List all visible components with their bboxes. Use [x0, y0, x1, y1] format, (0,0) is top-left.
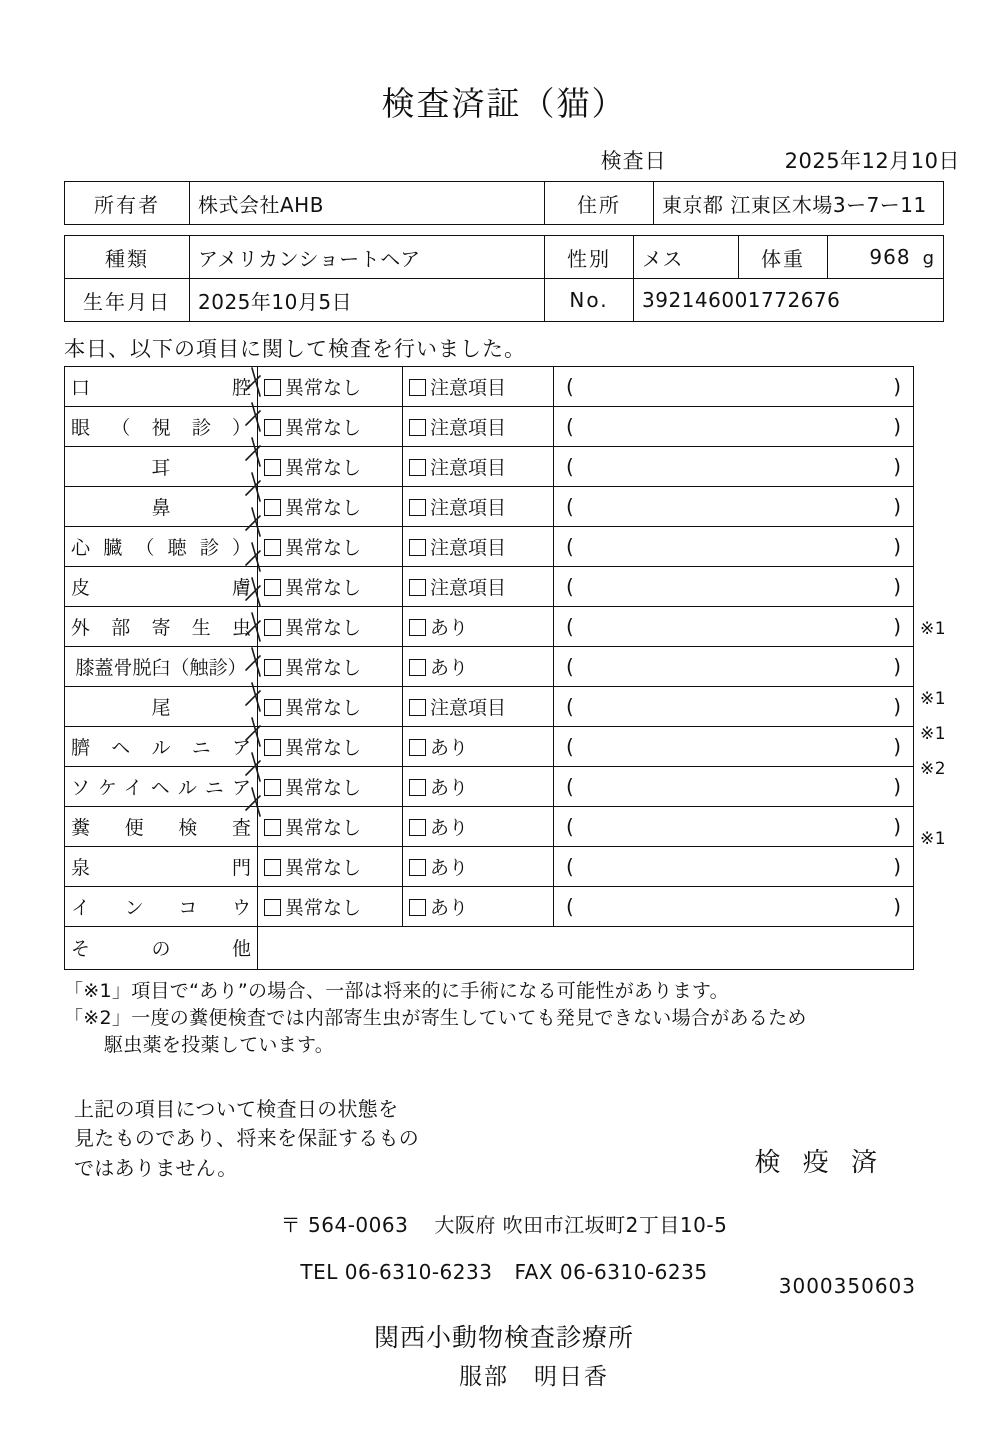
checklist-item-label: 糞便検査: [65, 807, 258, 847]
address-value: 東京都 江東区木場3ー7ー11: [654, 182, 944, 225]
owner-table: [64, 181, 944, 225]
animal-info-table: [64, 235, 944, 322]
checklist-item-label: ソケイヘルニア: [65, 767, 258, 807]
checkbox-normal-label: 異常なし: [285, 697, 362, 719]
checklist-note-field[interactable]: [554, 807, 914, 847]
footnote-marker: ※2: [920, 759, 947, 779]
checkbox-normal-label: 異常なし: [285, 457, 362, 479]
paren-right: ): [893, 734, 901, 759]
checkbox-alternate[interactable]: [403, 367, 554, 407]
sex-value: メス: [634, 236, 739, 279]
checklist-table: [64, 366, 914, 927]
checklist-item-label: 眼（視診）: [65, 407, 258, 447]
footnotes: [64, 978, 944, 1059]
checklist-section: [64, 366, 947, 970]
checklist-item-label: 耳: [65, 447, 258, 487]
checkbox-normal-label: 異常なし: [285, 817, 362, 839]
checkbox-icon[interactable]: [264, 579, 281, 596]
clinic-tel: TEL 06-6310-6233: [300, 1260, 493, 1285]
checkbox-icon[interactable]: [409, 779, 426, 796]
paren-right: ): [893, 854, 901, 879]
clinic-address: 大阪府 吹田市江坂町2丁目10-5: [434, 1213, 728, 1238]
footnote-2: 「※2」一度の糞便検査では内部寄生虫が寄生していても発見できない場合があるため: [64, 1006, 807, 1029]
checklist-note-field[interactable]: [554, 727, 914, 767]
checklist-row: [65, 407, 914, 447]
other-label: その他: [65, 926, 258, 969]
checkbox-alternate-label: 注意項目: [430, 537, 507, 559]
clinic-fax: FAX 06-6310-6235: [514, 1260, 708, 1285]
table-row: [65, 236, 944, 279]
clinic-name: 関西小動物検査診療所: [373, 1323, 634, 1353]
table-row: [65, 182, 944, 225]
checkbox-alternate-label: 注意項目: [430, 577, 507, 599]
checklist-note-field[interactable]: [554, 687, 914, 727]
checkbox-icon[interactable]: [409, 379, 426, 396]
checklist-row: [65, 527, 914, 567]
checkbox-normal[interactable]: [258, 647, 403, 687]
checklist-note-field[interactable]: [554, 887, 914, 927]
checkbox-icon[interactable]: [409, 459, 426, 476]
intro-text: 本日、以下の項目に関して検査を行いました。: [64, 337, 526, 361]
checklist-row: [65, 807, 914, 847]
checkbox-normal-label: 異常なし: [285, 497, 362, 519]
checklist-row: [65, 567, 914, 607]
checkbox-icon[interactable]: [409, 619, 426, 636]
checklist-row: [65, 607, 914, 647]
paren-right: ): [893, 494, 901, 519]
checkbox-icon[interactable]: [264, 379, 281, 396]
weight-label: 体重: [739, 236, 828, 279]
checkbox-normal-label: 異常なし: [285, 897, 362, 919]
checkbox-icon[interactable]: [409, 659, 426, 676]
paren-left: (: [566, 374, 574, 399]
footnote-marker: ※1: [920, 724, 947, 744]
checkbox-alternate[interactable]: [403, 887, 554, 927]
checkbox-icon[interactable]: [264, 539, 281, 556]
checklist-row: [65, 687, 914, 727]
checkbox-normal-label: 異常なし: [285, 657, 362, 679]
checkbox-normal[interactable]: [258, 527, 403, 567]
clinic-address-line: [64, 1209, 944, 1238]
birthdate-label: 生年月日: [65, 279, 190, 322]
paren-left: (: [566, 494, 574, 519]
checkbox-alternate-label: 注意項目: [430, 457, 507, 479]
checkbox-normal[interactable]: [258, 727, 403, 767]
checkbox-alternate-label: あり: [430, 817, 469, 839]
disclaimer-line-2: 見たものであり、将来を保証するもの: [74, 1126, 420, 1151]
breed-value: アメリカンショートヘア: [190, 236, 545, 279]
checkbox-normal[interactable]: [258, 607, 403, 647]
microchip-no-label: No.: [545, 279, 634, 322]
footnote-marker: ※1: [920, 829, 947, 849]
checkbox-icon[interactable]: [264, 779, 281, 796]
checkbox-normal-label: 異常なし: [285, 617, 362, 639]
footnote-marker: ※1: [920, 689, 947, 709]
checkbox-normal[interactable]: [258, 887, 403, 927]
checkbox-alternate[interactable]: [403, 567, 554, 607]
checklist-item-label: 尾: [65, 687, 258, 727]
checkbox-icon[interactable]: [264, 739, 281, 756]
checkbox-alternate[interactable]: [403, 407, 554, 447]
checkbox-icon[interactable]: [264, 619, 281, 636]
address-label: 住所: [545, 182, 654, 225]
checkbox-normal[interactable]: [258, 767, 403, 807]
clinic-zip: 〒 564-0063: [280, 1213, 409, 1238]
paren-right: ): [893, 654, 901, 679]
checklist-row: [65, 727, 914, 767]
checklist-item-label: 外部寄生虫: [65, 607, 258, 647]
checkbox-icon[interactable]: [264, 459, 281, 476]
checklist-item-label: インコウ: [65, 887, 258, 927]
checklist-note-field[interactable]: [554, 847, 914, 887]
checkbox-normal-label: 異常なし: [285, 857, 362, 879]
checkbox-normal-label: 異常なし: [285, 777, 362, 799]
inspection-date-label: 検査日: [600, 149, 667, 173]
weight-value-cell: [828, 236, 944, 279]
checklist-item-label: 泉門: [65, 847, 258, 887]
checkbox-alternate-label: 注意項目: [430, 497, 507, 519]
checklist-note-field[interactable]: [554, 647, 914, 687]
footnote-1: 「※1」項目で“あり”の場合、一部は将来的に手術になる可能性があります。: [64, 979, 729, 1002]
checklist-row: [65, 367, 914, 407]
checkbox-icon[interactable]: [409, 739, 426, 756]
checkbox-alternate-label: あり: [430, 897, 469, 919]
owner-value: 株式会社AHB: [190, 182, 545, 225]
checkbox-icon[interactable]: [264, 419, 281, 436]
checkbox-alternate-label: 注意項目: [430, 377, 507, 399]
paren-right: ): [893, 454, 901, 479]
paren-right: ): [893, 894, 901, 919]
paren-right: ): [893, 574, 901, 599]
checkbox-icon[interactable]: [409, 899, 426, 916]
checkbox-alternate[interactable]: [403, 447, 554, 487]
checklist-item-label: 鼻: [65, 487, 258, 527]
weight-unit: g: [922, 248, 935, 269]
page-title: 検査済証（猫）: [381, 84, 627, 123]
checklist-row: [65, 487, 914, 527]
paren-right: ): [893, 534, 901, 559]
inspection-date: [0, 125, 1008, 181]
paren-left: (: [566, 894, 574, 919]
weight-value: 968: [869, 245, 911, 269]
footnote-marker: ※1: [920, 619, 947, 639]
checklist-note-field[interactable]: [554, 567, 914, 607]
disclaimer-line-3: ではありません。: [74, 1155, 238, 1180]
table-row: [65, 279, 944, 322]
paren-right: ): [893, 814, 901, 839]
paren-left: (: [566, 734, 574, 759]
paren-left: (: [566, 694, 574, 719]
sex-label: 性別: [545, 236, 634, 279]
paren-left: (: [566, 654, 574, 679]
checkbox-alternate-label: あり: [430, 777, 469, 799]
checklist-note-field[interactable]: [554, 607, 914, 647]
checkbox-icon[interactable]: [409, 579, 426, 596]
checklist-note-field[interactable]: [554, 367, 914, 407]
checkbox-alternate[interactable]: [403, 807, 554, 847]
quarantine-stamp: 検 疫 済: [754, 1148, 884, 1179]
checklist-item-label: 膝蓋骨脱臼（触診）: [65, 647, 258, 687]
paren-left: (: [566, 454, 574, 479]
checkbox-icon[interactable]: [409, 419, 426, 436]
microchip-no-value: 392146001772676: [634, 279, 944, 322]
checklist-row: [65, 767, 914, 807]
checkbox-alternate[interactable]: [403, 607, 554, 647]
checkbox-icon[interactable]: [409, 699, 426, 716]
inspection-date-value: 2025年12月10日: [784, 149, 960, 173]
checkbox-icon[interactable]: [264, 899, 281, 916]
checkbox-normal-label: 異常なし: [285, 417, 362, 439]
checkbox-normal[interactable]: [258, 807, 403, 847]
checkbox-alternate-label: あり: [430, 737, 469, 759]
paren-right: ): [893, 614, 901, 639]
checklist-row: [65, 887, 914, 927]
checkbox-normal[interactable]: [258, 367, 403, 407]
clinic-staff-name: 服部 明日香: [459, 1364, 609, 1391]
checkbox-normal[interactable]: [258, 567, 403, 607]
birthdate-value: 2025年10月5日: [190, 279, 545, 322]
checklist-item-label: 口腔: [65, 367, 258, 407]
checklist-row: [65, 847, 914, 887]
paren-left: (: [566, 814, 574, 839]
checkbox-alternate-label: あり: [430, 657, 469, 679]
owner-label: 所有者: [65, 182, 190, 225]
checkbox-icon[interactable]: [409, 859, 426, 876]
footnote-2-cont: 駆虫薬を投薬しています。: [104, 1033, 335, 1056]
checkbox-normal[interactable]: [258, 487, 403, 527]
disclaimer-block: [64, 1095, 944, 1184]
checkbox-icon[interactable]: [264, 859, 281, 876]
checkbox-normal[interactable]: [258, 447, 403, 487]
other-value[interactable]: [258, 926, 914, 969]
checkbox-normal[interactable]: [258, 687, 403, 727]
paren-left: (: [566, 614, 574, 639]
checkbox-icon[interactable]: [264, 699, 281, 716]
serial-number: 3000350603: [778, 1274, 916, 1298]
checklist-item-label: 心臓（聴診）: [65, 527, 258, 567]
paren-right: ): [893, 774, 901, 799]
checkbox-normal[interactable]: [258, 847, 403, 887]
checkbox-alternate[interactable]: [403, 527, 554, 567]
checkbox-alternate-label: 注意項目: [430, 697, 507, 719]
disclaimer-line-1: 上記の項目について検査日の状態を: [74, 1096, 399, 1121]
checkbox-alternate[interactable]: [403, 727, 554, 767]
paren-left: (: [566, 574, 574, 599]
checkbox-alternate[interactable]: [403, 767, 554, 807]
checkbox-icon[interactable]: [409, 539, 426, 556]
checklist-note-field[interactable]: [554, 487, 914, 527]
paren-left: (: [566, 774, 574, 799]
paren-right: ): [893, 374, 901, 399]
checklist-note-field[interactable]: [554, 767, 914, 807]
checklist-item-label: 臍ヘルニア: [65, 727, 258, 767]
checkbox-icon[interactable]: [264, 499, 281, 516]
checklist-item-label: 皮膚: [65, 567, 258, 607]
checklist-row: [65, 647, 914, 687]
checkbox-icon[interactable]: [264, 819, 281, 836]
checkbox-alternate-label: あり: [430, 857, 469, 879]
checkbox-icon[interactable]: [409, 499, 426, 516]
paren-left: (: [566, 534, 574, 559]
checkbox-alternate[interactable]: [403, 687, 554, 727]
checklist-note-field[interactable]: [554, 407, 914, 447]
paren-right: ): [893, 694, 901, 719]
checkbox-icon[interactable]: [409, 819, 426, 836]
checklist-note-field[interactable]: [554, 527, 914, 567]
checkbox-alternate[interactable]: [403, 847, 554, 887]
checkbox-normal-label: 異常なし: [285, 537, 362, 559]
paren-left: (: [566, 414, 574, 439]
checkbox-alternate-label: 注意項目: [430, 417, 507, 439]
paren-left: (: [566, 854, 574, 879]
table-row: [65, 926, 914, 969]
other-table: [64, 926, 914, 970]
disclaimer-text: [64, 1095, 419, 1184]
checkbox-normal-label: 異常なし: [285, 377, 362, 399]
checkbox-normal-label: 異常なし: [285, 577, 362, 599]
checkbox-normal[interactable]: [258, 407, 403, 447]
paren-right: ): [893, 414, 901, 439]
checklist-note-field[interactable]: [554, 447, 914, 487]
checkbox-alternate[interactable]: [403, 487, 554, 527]
checklist-row: [65, 447, 914, 487]
checkbox-alternate-label: あり: [430, 617, 469, 639]
clinic-footer: [64, 1209, 944, 1391]
checkbox-icon[interactable]: [264, 659, 281, 676]
checkbox-alternate[interactable]: [403, 647, 554, 687]
checkbox-normal-label: 異常なし: [285, 737, 362, 759]
breed-label: 種類: [65, 236, 190, 279]
